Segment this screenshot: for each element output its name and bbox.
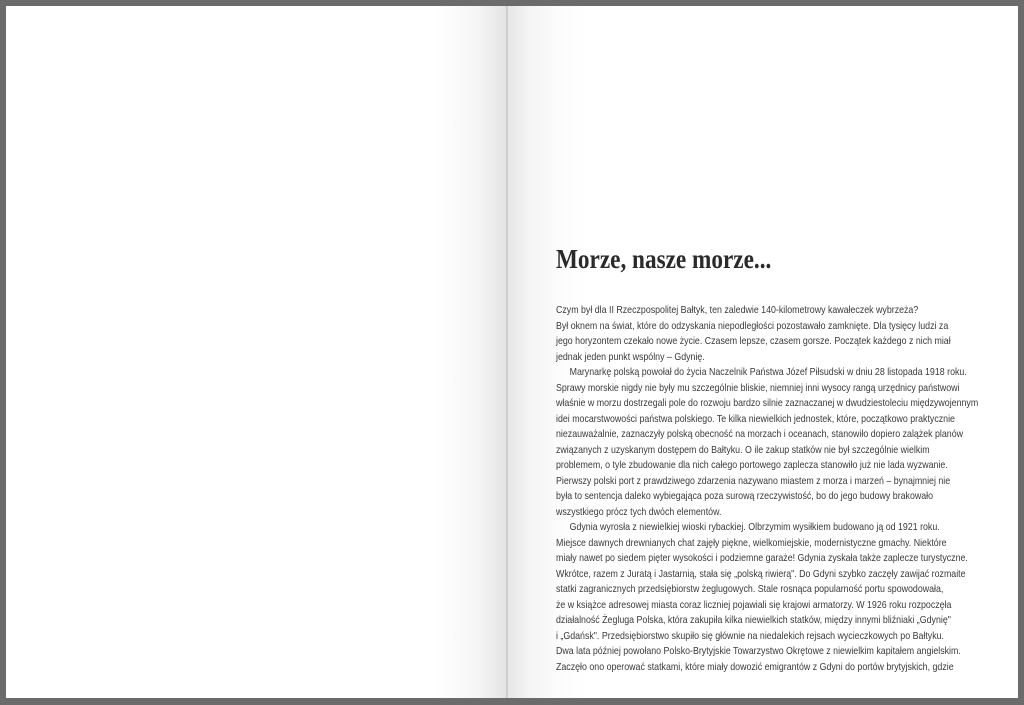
text-line: że w książce adresowej miasta coraz liczniej pojawiali się krajowi armatorzy. W 1926 roku rozpoczęła: [556, 599, 952, 611]
text-line: Pierwszy polski port z prawdziwego zdarzenia nazywano miastem z morza i marzeń – bynajmniej nie: [556, 475, 951, 487]
text-line: statki zagranicznych przedsiębiorstw żeglugowych. Stale rosnąca popularność portu spowodowała,: [556, 584, 944, 595]
text-line: Był oknem na świat, które do odzyskania niepodległości pozostawało zamknięte. Dla tysięcy ludzi za: [556, 320, 949, 332]
text-line: i „Gdańsk". Przedsiębiorstwo skupiło się głównie na niedalekich rejsach wycieczkowych po Bałtyku.: [556, 630, 944, 642]
text-line: problemem, o tyle zbudowanie dla nich całego portowego zaplecza stanowiło już nie lada wyzwanie.: [556, 460, 948, 471]
text-line: Dwa lata później powołano Polsko-Brytyjskie Towarzystwo Okrętowe z niewielkim kapitałem angielskim.: [556, 646, 961, 657]
text-line: jego horyzontem czekało nowe życie. Czasem lepsze, czasem gorsze. Początek każdego z nich miał: [556, 336, 951, 347]
text-line: związanych z uzyskanym dostępem do Bałtyku. O ile zakup statków nie był szczególnie wielkim: [556, 444, 930, 456]
text-line: właśnie w morzu dostrzegali pole do rozwoju bardzo silnie zaznaczanej w dwudziestoleciu międzywojennym: [556, 398, 979, 409]
text-line: jednak jeden punkt wspólny – Gdynię.: [556, 351, 705, 363]
text-line: Miejsce dawnych drewnianych chat zajęły piękne, wielkomiejskie, modernistyczne gmachy. Niektóre: [556, 537, 947, 549]
text-line: Wkrótce, razem z Juratą i Jastarnią, stała się „polską riwierą". Do Gdyni szybko zaczęły zawijać rozmaite: [556, 568, 966, 580]
chapter-body: [556, 303, 979, 675]
text-line: Czym był dla II Rzeczpospolitej Bałtyk, ten zaledwie 140-kilometrowy kawałeczek wybrzeża?: [556, 305, 919, 316]
text-line: Marynarkę polską powołał do życia Naczelnik Państwa Józef Piłsudski w dniu 28 listopada 1918 roku.: [569, 367, 967, 378]
text-line: Gdynia wyrosła z niewielkiej wioski rybackiej. Olbrzymim wysiłkiem budowano ją od 1921 roku.: [569, 522, 940, 533]
text-line: miały nawet po siedem pięter wysokości i podziemne garaże! Gdynia zyskała także zaplecze turystyczne.: [556, 553, 968, 564]
text-line: działalność Żegluga Polska, która zakupiła kilka niewielkich statków, między innymi bliźniaki „Gdynię": [556, 615, 951, 626]
chapter-title: Morze, nasze morze...: [556, 244, 772, 274]
text-line: wszystkiego prócz tych dwóch elementów.: [556, 506, 722, 518]
left-page: [6, 6, 506, 698]
book-spread: [6, 6, 1018, 698]
text-line: idei mocarstwowości państwa polskiego. Te kilka niewielkich jednostek, które, początkowo praktycznie: [556, 413, 955, 425]
right-page: [508, 6, 1018, 698]
text-line: Zaczęło ono operować statkami, które miały dowozić emigrantów z Gdyni do portów brytyjskich, gdzie: [556, 661, 954, 673]
text-line: Sprawy morskie nigdy nie były mu szczególnie bliskie, niemniej inni wysocy rangą urzędnicy państwowi: [556, 382, 960, 394]
text-line: niezauważalnie, zaznaczyły polską obecność na morzach i oceanach, stanowiło dopiero zalążek planów: [556, 429, 964, 440]
text-line: była to sentencja daleko wybiegająca poza surową rzeczywistość, bo do jego budowy brakowało: [556, 491, 934, 502]
